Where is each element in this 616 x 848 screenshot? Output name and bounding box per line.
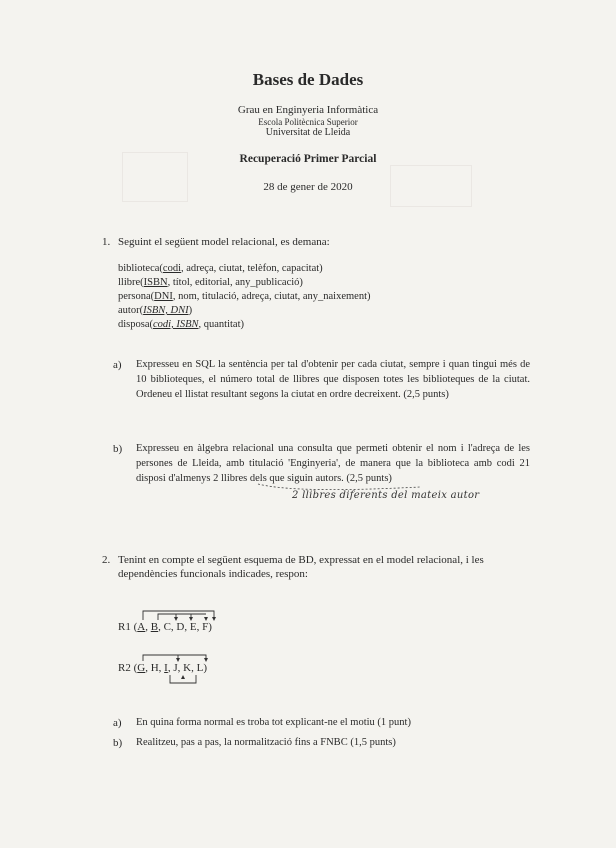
relation-persona: persona(DNI, nom, titulació, adreça, ciutat, any_naixement)	[118, 291, 371, 302]
question-2-number: 2.	[102, 554, 111, 566]
page-title: Bases de Dades	[252, 70, 364, 89]
question-2a-label: a)	[113, 717, 122, 729]
exam-date: 28 de gener de 2020	[263, 181, 353, 193]
relation-disposa: disposa(codi, ISBN, quantitat)	[118, 319, 244, 330]
degree-name: Grau en Enginyeria Informàtica	[237, 104, 379, 116]
relation-r2-diagram: R2 (G, H, I, J, K, L)	[118, 662, 207, 674]
question-1a-text: Expresseu en SQL la sentència per tal d'obtenir per cada ciutat, sempre i quan tingui més de 10 biblioteques, el número total de llibres que disposen totes les biblioteques de la ciutat. Ordeneu el llistat resultant segons la ciutat en ordre decreixent. (2,5 punts)	[136, 359, 530, 400]
relation-r2-name: R2	[118, 662, 131, 674]
school-name: Escola Politècnica Superior	[258, 117, 358, 127]
relation-r1-name: R1	[118, 621, 131, 633]
question-1a-label: a)	[113, 359, 122, 371]
relation-biblioteca: biblioteca(codi, adreça, ciutat, telèfon, capacitat)	[118, 263, 323, 274]
question-2-intro-line2: dependències funcionals indicades, respon:	[118, 568, 308, 580]
relation-llibre: llibre(ISBN, títol, editorial, any_publicació)	[118, 277, 303, 288]
question-2-intro-line1: Tenint en compte el següent esquema de BD, expressat en el model relacional, i les	[118, 554, 484, 566]
relation-r1-diagram: R1 (A, B, C, D, E, F)	[118, 621, 212, 633]
question-2b-label: b)	[113, 737, 123, 749]
handwritten-note: 2 llibres diferents del mateix autor	[292, 490, 480, 501]
question-1b-label: b)	[113, 443, 123, 455]
question-1-intro: Seguint el següent model relacional, es demana:	[118, 236, 330, 248]
university-name: Universitat de Lleida	[265, 127, 351, 138]
question-1-number: 1.	[102, 236, 111, 248]
exam-name: Recuperació Primer Parcial	[239, 153, 377, 165]
question-1b-text: Expresseu en àlgebra relacional una consulta que permeti obtenir el nom i l'adreça de les persones de Lleida, amb titulació 'Enginyeria', de manera que la biblioteca amb codi 21 disposi d'almenys 2 llibres dels que siguin autors. (2,5 punts)	[136, 443, 530, 484]
relation-autor: autor(ISBN, DNI)	[118, 305, 193, 316]
question-2b-text: Realitzeu, pas a pas, la normalització fins a FNBC (1,5 punts)	[136, 737, 396, 748]
question-2a-text: En quina forma normal es troba tot explicant-ne el motiu (1 punt)	[136, 717, 411, 728]
